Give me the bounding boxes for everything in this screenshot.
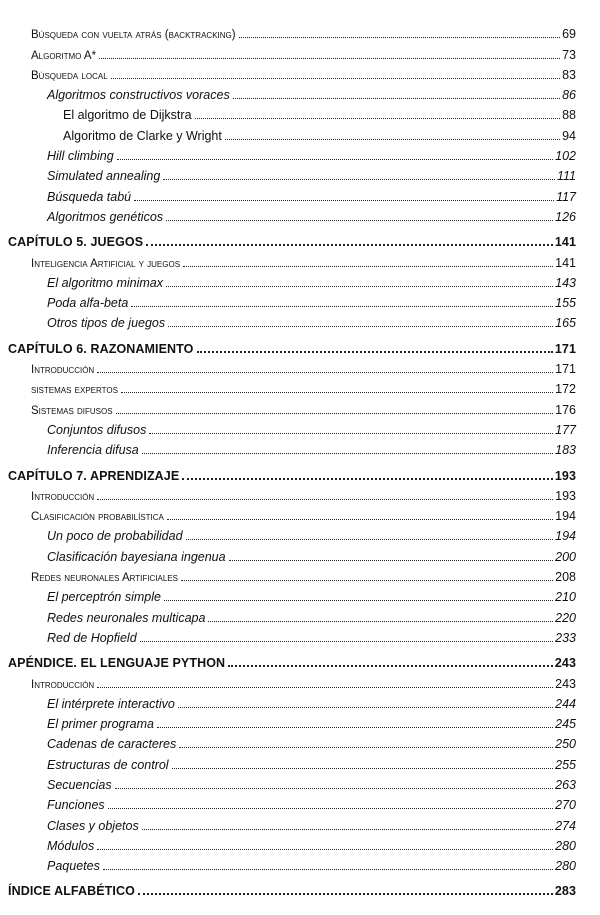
toc-entry-section (0, 397, 600, 417)
toc-entry-section (0, 63, 600, 83)
toc-entry-page-number: 263 (555, 777, 576, 792)
toc-entry-title: Módulos (47, 838, 95, 853)
toc-entry-page-number: 193 (554, 468, 576, 483)
toc-entry-section (0, 377, 600, 397)
toc-entry-title: Estructuras de control (47, 757, 169, 772)
dot-leader (233, 98, 560, 99)
toc-entry-title: El primer programa (47, 717, 154, 732)
toc-entry-sub (0, 692, 600, 712)
toc-entry-title: ÍNDICE ALFABÉTICO (8, 884, 135, 899)
toc-entry-page-number: 176 (555, 402, 576, 417)
toc-entry-sub (0, 184, 600, 204)
toc-entry-sub (0, 271, 600, 291)
toc-entry-title: Introducción (31, 364, 95, 377)
toc-entry-page-number: 255 (555, 757, 576, 772)
toc-entry-title: Redes neuronales multicapa (47, 610, 206, 625)
dot-leader (121, 392, 553, 393)
toc-entry-page-number: 141 (554, 235, 576, 250)
dot-leader (157, 727, 553, 728)
toc-entry-title: CAPÍTULO 7. APRENDIZAJE (8, 468, 180, 483)
toc-entry-title: Clasificación probabilística (31, 511, 164, 524)
toc-entry-sub (0, 834, 600, 854)
dot-leader (164, 600, 553, 601)
toc-entry-page-number: 194 (555, 529, 576, 544)
toc-entry-title: CAPÍTULO 6. RAZONAMIENTO (8, 341, 194, 356)
dot-leader (186, 539, 554, 540)
toc-entry-title: Simulated annealing (47, 169, 161, 184)
toc-entry-sub (0, 605, 600, 625)
toc-entry-page-number: 94 (562, 128, 576, 143)
toc-entry-sub (0, 311, 600, 331)
toc-entry-sub (0, 813, 600, 833)
toc-entry-page-number: 171 (555, 362, 576, 377)
dot-leader (131, 306, 553, 307)
toc-entry-title: Algoritmos genéticos (47, 209, 164, 224)
toc-entry-page-number: 280 (555, 838, 576, 853)
toc-entry-title: Sistemas difusos (31, 404, 113, 417)
toc-entry-title: Introducción (31, 678, 95, 691)
toc-entry-subsub (0, 123, 600, 143)
toc-entry-page-number: 83 (562, 67, 576, 82)
toc-entry-sub (0, 773, 600, 793)
toc-entry-section (0, 22, 600, 42)
toc-entry-title: Hill climbing (47, 149, 114, 164)
toc-entry-page-number: 143 (555, 275, 576, 290)
dot-leader (142, 453, 553, 454)
toc-entry-title: Cadenas de caracteres (47, 737, 177, 752)
dot-leader (167, 519, 553, 520)
toc-entry-title: Redes neuronales Artificiales (31, 572, 178, 585)
toc-entry-page-number: 200 (555, 549, 576, 564)
dot-leader (229, 560, 554, 561)
dot-leader (225, 139, 560, 140)
toc-entry-page-number: 233 (555, 630, 576, 645)
dot-leader (117, 159, 553, 160)
toc-entry-section (0, 671, 600, 691)
toc-entry-page-number: 244 (555, 696, 576, 711)
toc-entry-page-number: 193 (555, 488, 576, 503)
dot-leader (138, 893, 553, 895)
toc-entry-title: Un poco de probabilidad (47, 529, 183, 544)
dot-leader (97, 372, 553, 373)
toc-entry-sub (0, 524, 600, 544)
toc-entry-title: Algoritmo de Clarke y Wright (63, 128, 222, 143)
dot-leader (163, 179, 555, 180)
toc-entry-page-number: 270 (555, 798, 576, 813)
dot-leader (181, 580, 553, 581)
toc-entry-title: APÉNDICE. EL LENGUAJE PYTHON (8, 656, 226, 671)
toc-entry-title: El perceptrón simple (47, 590, 161, 605)
toc-entry-title: Poda alfa-beta (47, 296, 129, 311)
toc-entry-sub (0, 144, 600, 164)
toc-entry-sub (0, 291, 600, 311)
toc-entry-sub (0, 164, 600, 184)
toc-entry-section (0, 42, 600, 62)
toc-entry-chapter (0, 879, 600, 899)
dot-leader (197, 351, 553, 353)
dot-leader (166, 286, 553, 287)
dot-leader (97, 499, 553, 500)
toc-entry-title: Búsqueda tabú (47, 189, 132, 204)
toc-entry-section (0, 565, 600, 585)
dot-leader (97, 849, 553, 850)
toc-entry-page-number: 194 (555, 509, 576, 524)
dot-leader (208, 621, 553, 622)
toc-entry-sub (0, 752, 600, 772)
toc-entry-title: El algoritmo de Dijkstra (63, 108, 192, 123)
dot-leader (116, 413, 554, 414)
toc-entry-sub (0, 83, 600, 103)
toc-entry-sub (0, 438, 600, 458)
toc-entry-page-number: 172 (555, 382, 576, 397)
dot-leader (182, 478, 553, 480)
toc-entry-sub (0, 732, 600, 752)
toc-entry-sub (0, 585, 600, 605)
dot-leader (172, 768, 554, 769)
dot-leader (168, 326, 553, 327)
dot-leader (179, 747, 553, 748)
toc-entry-section (0, 484, 600, 504)
toc-entry-page-number: 243 (555, 676, 576, 691)
toc-entry-sub (0, 854, 600, 874)
toc-entry-title: Inteligencia Artificial y juegos (31, 257, 181, 270)
dot-leader (228, 665, 553, 667)
dot-leader (195, 118, 561, 119)
toc-entry-title: Otros tipos de juegos (47, 316, 166, 331)
toc-entry-title: CAPÍTULO 5. JUEGOS (8, 235, 144, 250)
toc-entry-section (0, 504, 600, 524)
toc-entry-sub (0, 418, 600, 438)
dot-leader (97, 687, 553, 688)
dot-leader (99, 58, 560, 59)
toc-entry-page-number: 102 (555, 149, 576, 164)
toc-entry-title: Funciones (47, 798, 105, 813)
table-of-contents (0, 22, 600, 899)
toc-entry-page-number: 250 (555, 737, 576, 752)
toc-entry-page-number: 283 (554, 884, 576, 899)
toc-entry-title: Inferencia difusa (47, 443, 139, 458)
toc-entry-page-number: 88 (562, 108, 576, 123)
toc-entry-title: sistemas expertos (31, 384, 118, 397)
toc-entry-chapter (0, 651, 600, 671)
dot-leader (178, 707, 553, 708)
toc-entry-sub (0, 793, 600, 813)
dot-leader (134, 200, 554, 201)
toc-entry-page-number: 280 (555, 859, 576, 874)
toc-entry-page-number: 210 (555, 590, 576, 605)
dot-leader (140, 641, 553, 642)
toc-entry-page-number: 111 (556, 169, 576, 184)
toc-entry-page-number: 183 (555, 443, 576, 458)
toc-entry-title: Introducción (31, 490, 95, 503)
dot-leader (103, 869, 553, 870)
toc-entry-sub (0, 712, 600, 732)
dot-leader (239, 37, 561, 38)
toc-entry-page-number: 208 (555, 570, 576, 585)
toc-entry-page-number: 220 (555, 610, 576, 625)
toc-entry-page-number: 86 (562, 88, 576, 103)
toc-entry-title: Clases y objetos (47, 818, 139, 833)
toc-entry-page-number: 171 (554, 341, 576, 356)
toc-entry-page-number: 141 (555, 255, 576, 270)
toc-entry-title: Búsqueda local (31, 69, 108, 82)
toc-entry-title: El algoritmo minimax (47, 275, 164, 290)
toc-entry-chapter (0, 230, 600, 250)
toc-entry-title: El intérprete interactivo (47, 696, 175, 711)
toc-entry-title: Algoritmos constructivos voraces (47, 88, 230, 103)
toc-entry-sub (0, 544, 600, 564)
toc-entry-page-number: 126 (555, 209, 576, 224)
toc-entry-title: Paquetes (47, 859, 100, 874)
toc-entry-page-number: 177 (555, 422, 576, 437)
toc-entry-title: Algoritmo A* (31, 49, 97, 62)
toc-entry-chapter (0, 336, 600, 356)
toc-entry-title: Secuencias (47, 777, 112, 792)
toc-entry-page-number: 155 (555, 296, 576, 311)
dot-leader (115, 788, 554, 789)
dot-leader (108, 808, 553, 809)
dot-leader (142, 829, 553, 830)
toc-entry-subsub (0, 103, 600, 123)
toc-entry-page-number: 243 (554, 656, 576, 671)
dot-leader (149, 433, 553, 434)
toc-entry-page-number: 73 (562, 47, 576, 62)
toc-entry-sub (0, 626, 600, 646)
dot-leader (146, 244, 553, 246)
toc-entry-sub (0, 205, 600, 225)
toc-entry-page-number: 165 (555, 316, 576, 331)
toc-entry-page-number: 117 (556, 189, 576, 204)
toc-entry-page-number: 274 (555, 818, 576, 833)
toc-entry-title: Búsqueda con vuelta atrás (backtracking) (31, 29, 236, 42)
toc-entry-page-number: 245 (555, 717, 576, 732)
toc-entry-title: Clasificación bayesiana ingenua (47, 549, 226, 564)
toc-entry-page-number: 69 (562, 27, 576, 42)
toc-entry-title: Conjuntos difusos (47, 422, 147, 437)
dot-leader (111, 78, 560, 79)
toc-entry-section (0, 357, 600, 377)
toc-entry-title: Red de Hopfield (47, 630, 137, 645)
dot-leader (166, 220, 553, 221)
toc-entry-section (0, 250, 600, 270)
dot-leader (183, 266, 553, 267)
toc-entry-chapter (0, 463, 600, 483)
